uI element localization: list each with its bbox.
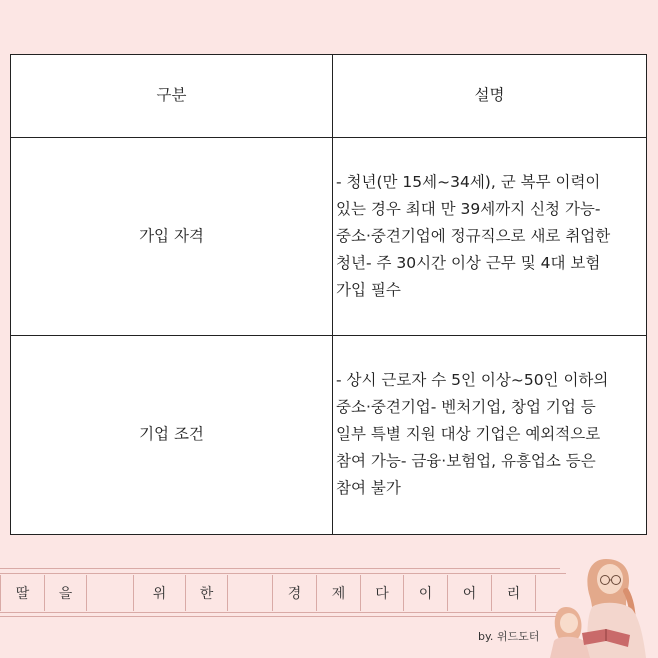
strip-rule: [0, 568, 560, 569]
strip-cell: 을: [44, 575, 86, 611]
description-line: 중소·중견기업- 벤처기업, 창업 기업 등: [336, 398, 596, 417]
table-row: [11, 335, 646, 534]
strip-cell: 경: [272, 575, 316, 611]
strip-cell: 제: [316, 575, 360, 611]
info-table: [11, 55, 646, 534]
table-row: [11, 137, 646, 335]
description-line: 있는 경우 최대 만 39세까지 신청 가능-: [336, 199, 601, 218]
child-face: [560, 613, 578, 633]
strip-cell: 한: [185, 575, 227, 611]
info-table-card: [10, 54, 647, 535]
description-line: - 상시 근로자 수 5인 이상~50인 이하의: [336, 371, 609, 390]
strip-cell: 위: [133, 575, 185, 611]
description-line: 청년- 주 30시간 이상 근무 및 4대 보험: [336, 253, 601, 272]
strip-cell: 다: [360, 575, 403, 611]
description-line: 참여 가능- 금융·보험업, 유흥업소 등은: [336, 452, 596, 471]
row-description-eligibility: [333, 137, 647, 335]
strip-cell: [86, 575, 133, 611]
strip-cell: 딸: [0, 575, 44, 611]
table-header-row: [11, 55, 646, 137]
strip-cell: 어: [447, 575, 491, 611]
diary-title-strip: [0, 568, 548, 614]
row-label-company: 기업 조건: [11, 335, 333, 534]
row-label-eligibility: 가입 자격: [11, 137, 333, 335]
description-line: 참여 불가: [336, 479, 401, 498]
description-line: 가입 필수: [336, 280, 401, 299]
mother-daughter-reading-illustration: [548, 545, 658, 658]
strip-rule: [0, 573, 566, 574]
strip-rule: [0, 612, 560, 613]
byline: by. 위드도터: [478, 630, 540, 643]
mother-body: [586, 603, 646, 658]
header-category: 구분: [11, 55, 333, 137]
description-line: - 청년(만 15세~34세), 군 복무 이력이: [336, 172, 601, 191]
strip-rule: [0, 616, 566, 617]
header-description: 설명: [333, 55, 647, 137]
description-line: 일부 특별 지원 대상 기업은 예외적으로: [336, 425, 601, 444]
strip-cell: [227, 575, 272, 611]
strip-cell: 리: [491, 575, 535, 611]
description-line: 중소·중견기업에 정규직으로 새로 취업한: [336, 226, 611, 245]
strip-cell: 이: [403, 575, 447, 611]
strip-cell: [535, 575, 548, 611]
row-description-company: [333, 335, 647, 534]
